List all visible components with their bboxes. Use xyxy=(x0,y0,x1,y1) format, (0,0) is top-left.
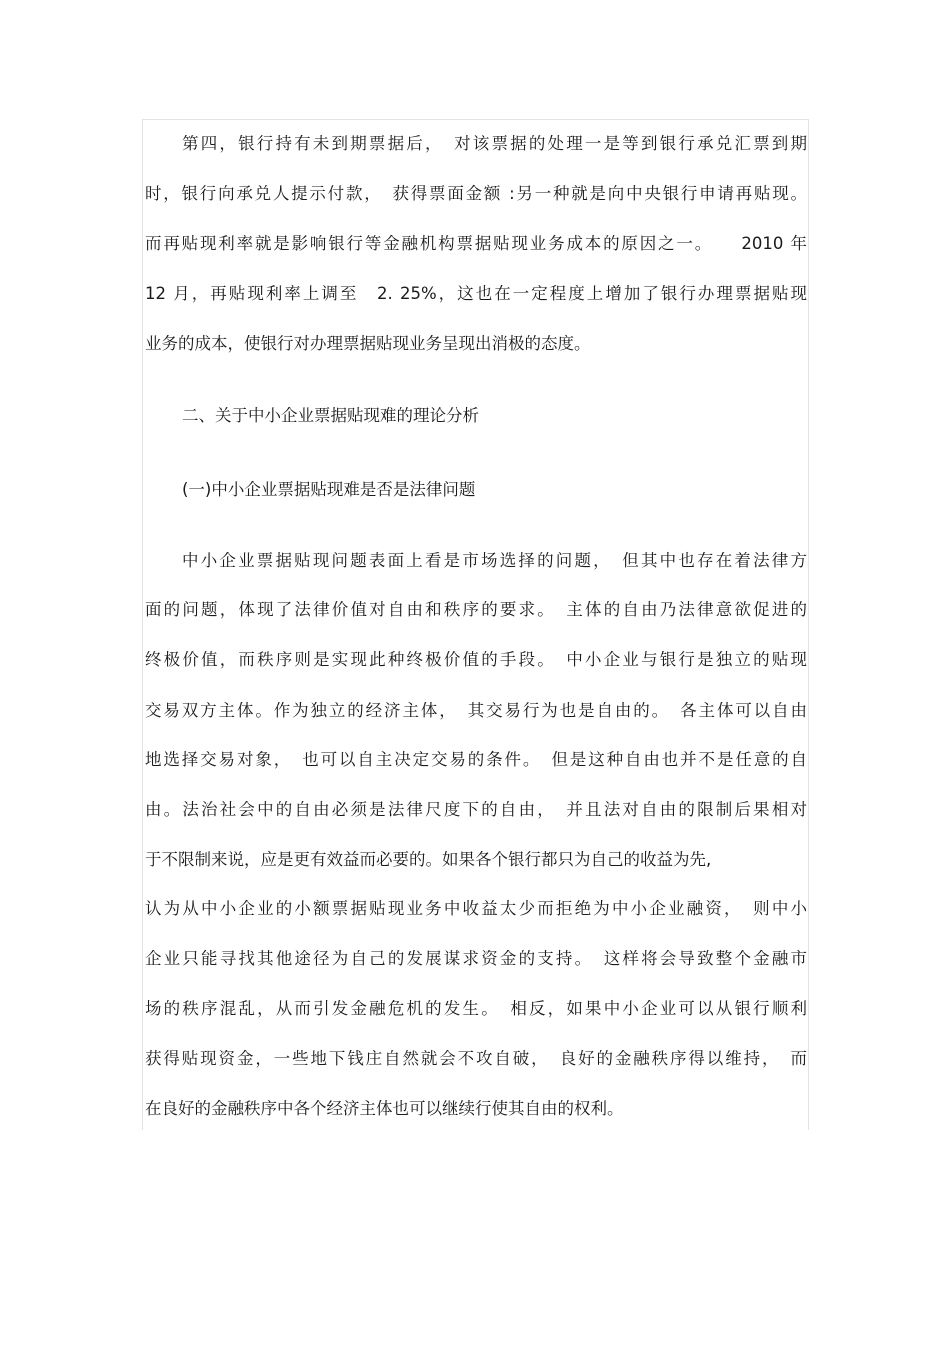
paragraph-2-line-9: 企业只能寻找其他途径为自己的发展谋求资金的支持。 这样将会导致整个金融市 xyxy=(145,949,807,968)
paragraph-1-line-4: 12 月，再贴现利率上调至 2. 25%，这也在一定程度上增加了银行办理票据贴现 xyxy=(145,284,807,303)
paragraph-2-line-6: 由。法治社会中的自由必须是法律尺度下的自由， 并且法对自由的限制后果相对 xyxy=(145,800,807,819)
paragraph-2-line-10: 场的秩序混乱，从而引发金融危机的发生。 相反，如果中小企业可以从银行顺利 xyxy=(145,999,807,1018)
paragraph-1-line-2: 时，银行向承兑人提示付款， 获得票面金额 :另一种就是向中央银行申请再贴现。 xyxy=(145,184,807,203)
paragraph-2-line-12: 在良好的金融秩序中各个经济主体也可以继续行使其自由的权利。 xyxy=(145,1099,624,1118)
paragraph-1-line-1: 第四，银行持有未到期票据后， 对该票据的处理一是等到银行承兑汇票到期 xyxy=(182,134,807,153)
section-heading: 二、关于中小企业票据贴现难的理论分析 xyxy=(182,406,479,425)
paragraph-1-line-3: 而再贴现利率就是影响银行等金融机构票据贴现业务成本的原因之一。 2010 年 xyxy=(145,234,807,253)
paragraph-2-line-4: 交易双方主体。作为独立的经济主体， 其交易行为也是自由的。 各主体可以自由 xyxy=(145,701,807,720)
paragraph-2-line-8: 认为从中小企业的小额票据贴现业务中收益太少而拒绝为中小企业融资， 则中小 xyxy=(145,899,807,918)
page-content-frame xyxy=(142,119,809,1130)
paragraph-2-line-1: 中小企业票据贴现问题表面上看是市场选择的问题， 但其中也存在着法律方 xyxy=(182,551,807,570)
paragraph-1-line-5: 业务的成本，使银行对办理票据贴现业务呈现出消极的态度。 xyxy=(145,334,591,353)
subsection-heading: (一)中小企业票据贴现难是否是法律问题 xyxy=(182,480,476,499)
paragraph-2-line-7: 于不限制来说，应是更有效益而必要的。如果各个银行都只为自己的收益为先, xyxy=(145,850,712,869)
paragraph-2-line-3: 终极价值，而秩序则是实现此种终极价值的手段。 中小企业与银行是独立的贴现 xyxy=(145,650,807,669)
paragraph-2-line-11: 获得贴现资金，一些地下钱庄自然就会不攻自破， 良好的金融秩序得以维持， 而 xyxy=(145,1049,807,1068)
paragraph-2-line-5: 地选择交易对象， 也可以自主决定交易的条件。 但是这种自由也并不是任意的自 xyxy=(145,750,807,769)
paragraph-2-line-2: 面的问题，体现了法律价值对自由和秩序的要求。 主体的自由乃法律意欲促进的 xyxy=(145,600,807,619)
